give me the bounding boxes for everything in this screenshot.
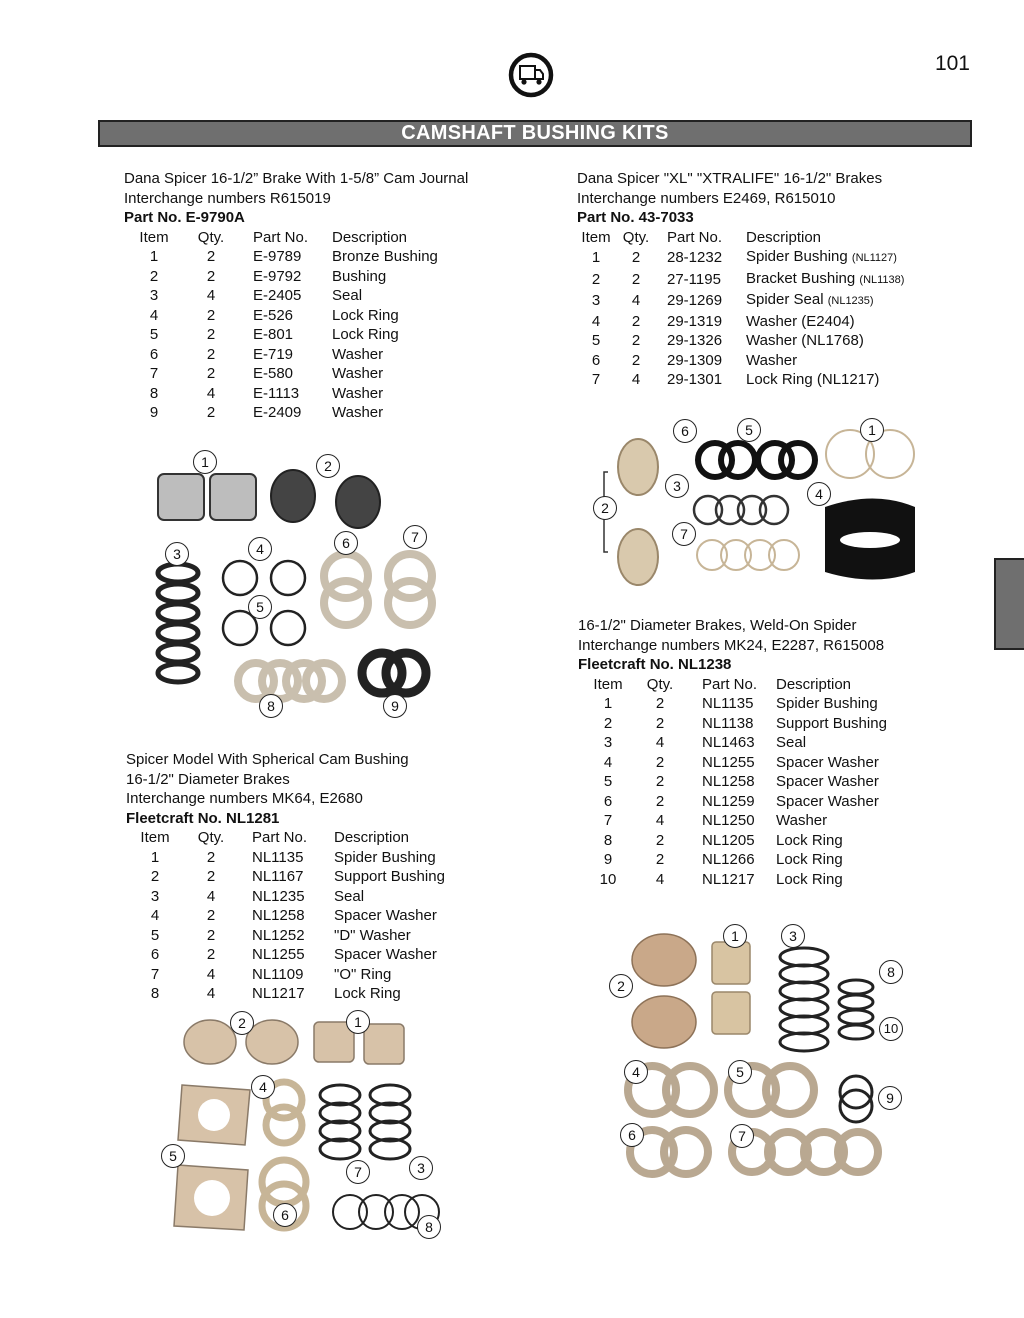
column-header-description: Description [332, 228, 408, 246]
item-cell: 4 [603, 753, 613, 771]
table-row [126, 965, 445, 985]
column-header-description: Description [334, 829, 410, 846]
part-no-cell: NL1217 [702, 870, 755, 888]
description-cell: Spacer Washer [776, 773, 879, 790]
item-cell: 1 [591, 249, 601, 266]
description-cell [746, 269, 904, 291]
callout-8: 8 [417, 1215, 441, 1239]
callout-9: 9 [383, 694, 407, 718]
qty-cell: 2 [655, 831, 665, 849]
qty-cell: 2 [631, 312, 641, 330]
kit-nl1281-section [126, 750, 445, 1004]
qty-cell: 4 [206, 287, 216, 304]
kit-nl1238-section [578, 616, 887, 889]
part-no-cell: NL1135 [252, 848, 304, 866]
table-row [577, 370, 904, 390]
qty-cell: 4 [631, 292, 641, 309]
qty-cell: 2 [631, 332, 641, 349]
callout-2: 2 [230, 1011, 254, 1035]
page-number: 101 [934, 52, 970, 75]
description-cell: Spacer Washer [334, 946, 437, 963]
qty-cell: 2 [206, 365, 216, 382]
column-header-item: Item [581, 228, 611, 246]
part-no-cell: 29-1301 [667, 371, 723, 388]
description-cell: Washer (NL1768) [746, 332, 864, 349]
part-no-cell: NL1266 [702, 851, 755, 868]
kit-interchange-line: Interchange numbers E2469, R615010 [577, 189, 836, 207]
qty-cell: 2 [631, 351, 641, 369]
callout-7: 7 [730, 1124, 754, 1148]
qty-cell: 2 [206, 306, 216, 324]
item-cell: 1 [603, 695, 613, 712]
callout-5: 5 [161, 1144, 185, 1168]
description-cell: Washer [332, 384, 384, 402]
item-cell: 10 [599, 870, 617, 888]
item-cell: 8 [150, 985, 160, 1002]
kit-interchange-line: Interchange numbers R615019 [124, 189, 331, 207]
description-cell: Spacer Washer [776, 753, 879, 771]
table-header-row [577, 228, 904, 248]
table-row [126, 926, 445, 946]
description-cell: Seal [776, 734, 807, 751]
part-no-cell: NL1109 [252, 965, 304, 983]
qty-cell: 2 [206, 248, 216, 265]
item-cell: 2 [149, 267, 159, 285]
callout-8: 8 [879, 960, 903, 984]
part-no-cell: E-9789 [253, 248, 302, 265]
table-row [124, 247, 438, 267]
table-row [578, 733, 887, 753]
parts-illustration [606, 922, 911, 1187]
column-header-qty: Qty. [622, 228, 650, 246]
table-row [126, 867, 445, 887]
part-no-cell: E-2409 [253, 404, 302, 421]
column-header-part-no: Part No. [667, 228, 723, 246]
parts-illustration [160, 1010, 450, 1245]
part-no-cell: 27-1195 [667, 270, 721, 288]
qty-cell: 2 [206, 404, 216, 421]
column-header-part-no: Part No. [253, 228, 309, 246]
qty-cell: 2 [655, 695, 665, 712]
item-cell: 7 [603, 812, 613, 829]
description-cell: "O" Ring [334, 965, 392, 983]
callout-2: 2 [609, 974, 633, 998]
item-cell: 6 [149, 345, 159, 363]
description-cell [746, 247, 904, 269]
callout-2: 2 [593, 496, 617, 520]
table-row [578, 850, 887, 870]
column-header-item: Item [593, 675, 623, 693]
item-cell: 1 [150, 848, 160, 866]
callout-2: 2 [316, 454, 340, 478]
item-cell: 4 [150, 907, 160, 924]
kit-43-7033-section [577, 169, 904, 390]
table-row [578, 792, 887, 812]
item-cell: 3 [591, 292, 601, 309]
item-cell: 3 [150, 887, 160, 905]
part-no-cell: E-719 [253, 345, 294, 363]
table-header-row [578, 675, 887, 695]
description-cell: Lock Ring [332, 326, 399, 343]
callout-1: 1 [346, 1010, 370, 1034]
callout-4: 4 [251, 1075, 275, 1099]
part-no-cell: NL1252 [252, 926, 305, 944]
qty-cell: 2 [206, 848, 216, 866]
item-cell: 8 [149, 384, 159, 402]
qty-cell: 2 [206, 907, 216, 924]
column-header-item: Item [139, 228, 169, 246]
column-header-qty: Qty. [646, 675, 674, 693]
callout-3: 3 [165, 542, 189, 566]
kit-title-line: Dana Spicer 16-1/2” Brake With 1-5/8” Cam Journal [124, 170, 469, 187]
callout-8: 8 [259, 694, 283, 718]
part-no-cell: E-580 [253, 365, 294, 382]
table-row [578, 694, 887, 714]
callout-5: 5 [248, 595, 272, 619]
table-row [578, 870, 887, 890]
part-no-cell: E-1113 [253, 384, 300, 402]
description-cell: Bronze Bushing [332, 248, 438, 265]
callout-7: 7 [672, 522, 696, 546]
part-no-cell: NL1258 [702, 773, 755, 790]
part-no-cell: E-526 [253, 306, 294, 324]
qty-cell: 4 [631, 371, 641, 388]
table-header-row [126, 828, 445, 848]
column-header-qty: Qty. [197, 228, 225, 246]
description-cell: Seal [332, 287, 363, 304]
column-header-qty: Qty. [197, 829, 225, 846]
part-no-cell: 29-1319 [667, 312, 723, 330]
callout-3: 3 [409, 1156, 433, 1180]
item-cell: 5 [591, 332, 601, 349]
part-no-cell: NL1205 [702, 831, 755, 849]
table-row [126, 984, 445, 1004]
callout-3: 3 [781, 924, 805, 948]
qty-cell: 2 [206, 345, 216, 363]
description-cell: Lock Ring [332, 306, 399, 324]
description-cell [746, 290, 904, 312]
qty-cell: 2 [206, 926, 216, 944]
description-cell: Support Bushing [334, 868, 445, 885]
item-cell: 6 [591, 351, 601, 369]
item-cell: 8 [603, 831, 613, 849]
table-row [124, 403, 438, 423]
qty-cell: 2 [655, 753, 665, 771]
part-no-cell: 28-1232 [667, 249, 723, 266]
column-header-part-no: Part No. [252, 829, 308, 846]
item-cell: 4 [591, 312, 601, 330]
description-cell: Washer [332, 404, 384, 421]
parts-illustration [148, 448, 448, 723]
part-no-cell: NL1255 [702, 753, 755, 771]
kit-title-line: Spicer Model With Spherical Cam Bushing [126, 751, 409, 768]
item-cell: 5 [603, 773, 613, 790]
truck-logo-icon [508, 52, 554, 98]
column-header-description: Description [746, 228, 822, 246]
description-cell: Spider Bushing [334, 848, 436, 866]
description-cell: "D" Washer [334, 926, 411, 944]
qty-cell: 2 [206, 946, 216, 963]
kit-diameter-line: 16-1/2" Diameter Brakes [126, 770, 290, 788]
description-cell: Spacer Washer [776, 792, 879, 810]
qty-cell: 4 [206, 985, 216, 1002]
callout-3: 3 [665, 474, 689, 498]
item-cell: 6 [150, 946, 160, 963]
item-cell: 7 [149, 365, 159, 382]
parts-table [578, 675, 887, 890]
callout-7: 7 [346, 1160, 370, 1184]
table-row [577, 290, 904, 312]
callout-4: 4 [624, 1060, 648, 1084]
item-cell: 1 [149, 248, 159, 265]
table-row [126, 887, 445, 907]
description-cell: Bushing [332, 267, 387, 285]
part-no-cell: E-801 [253, 326, 294, 343]
item-cell: 9 [149, 404, 159, 421]
item-cell: 5 [149, 326, 159, 343]
table-row [124, 267, 438, 287]
qty-cell: 2 [206, 868, 216, 885]
part-no-cell: NL1138 [702, 714, 754, 732]
kit-interchange-line: Interchange numbers MK24, E2287, R615008 [578, 636, 885, 654]
description-cell: Washer (E2404) [746, 312, 855, 330]
table-row [577, 331, 904, 351]
item-cell: 2 [591, 270, 601, 288]
table-row [577, 351, 904, 371]
table-row [578, 831, 887, 851]
description-text: Bracket Bushing [746, 269, 860, 287]
callout-6: 6 [273, 1203, 297, 1227]
qty-cell: 2 [655, 792, 665, 810]
description-cell: Lock Ring [776, 831, 843, 849]
description-cell: Washer [332, 365, 384, 382]
qty-cell: 2 [206, 267, 216, 285]
cross-reference: (NL1235) [827, 295, 874, 307]
part-no-cell: E-2405 [253, 287, 302, 304]
kit-part-number: Fleetcraft No. NL1281 [126, 809, 280, 827]
description-cell: Spacer Washer [334, 907, 437, 924]
side-index-tab [994, 558, 1024, 650]
column-header-part-no: Part No. [702, 675, 758, 693]
kit-title-line: 16-1/2" Diameter Brakes, Weld-On Spider [578, 617, 857, 634]
parts-table [126, 828, 445, 1004]
table-row [124, 345, 438, 365]
qty-cell: 4 [206, 965, 216, 983]
part-no-cell: NL1258 [252, 907, 305, 924]
kit-43-7033-photo [590, 412, 925, 597]
part-no-cell: NL1135 [702, 695, 754, 712]
table-header-row [124, 228, 438, 248]
part-no-cell: NL1255 [252, 946, 305, 963]
kit-interchange-line: Interchange numbers MK64, E2680 [126, 790, 363, 807]
kit-title-line: Dana Spicer "XL" "XTRALIFE" 16-1/2" Brakes [577, 170, 883, 187]
item-cell: 6 [603, 792, 613, 810]
callout-5: 5 [737, 418, 761, 442]
parts-table [124, 228, 438, 423]
table-row [577, 312, 904, 332]
qty-cell: 4 [206, 887, 216, 905]
table-row [578, 753, 887, 773]
part-no-cell: 29-1326 [667, 332, 723, 349]
part-no-cell: E-9792 [253, 267, 302, 285]
item-cell: 2 [603, 714, 613, 732]
section-banner: CAMSHAFT BUSHING KITS [98, 120, 972, 147]
callout-1: 1 [193, 450, 217, 474]
table-row [126, 848, 445, 868]
callout-9: 9 [878, 1086, 902, 1110]
callout-10: 10 [879, 1017, 903, 1041]
qty-cell: 2 [655, 714, 665, 732]
item-cell: 7 [591, 371, 601, 388]
description-cell: Washer [332, 345, 384, 363]
part-no-cell: NL1259 [702, 792, 755, 810]
callout-1: 1 [723, 924, 747, 948]
callout-7: 7 [403, 525, 427, 549]
description-text: Spider Seal [746, 291, 828, 308]
column-header-description: Description [776, 675, 852, 693]
kit-part-number: Fleetcraft No. NL1238 [578, 656, 732, 673]
table-row [124, 286, 438, 306]
kit-e9790a-section [124, 169, 468, 423]
table-row [124, 364, 438, 384]
part-no-cell: NL1217 [252, 985, 305, 1002]
qty-cell: 2 [655, 773, 665, 790]
table-row [126, 945, 445, 965]
qty-cell: 4 [655, 870, 665, 888]
callout-5: 5 [728, 1060, 752, 1084]
table-row [126, 906, 445, 926]
part-no-cell: NL1235 [252, 887, 305, 905]
item-cell: 3 [603, 734, 613, 751]
item-cell: 2 [150, 868, 160, 885]
callout-4: 4 [807, 482, 831, 506]
item-cell: 7 [150, 965, 160, 983]
table-row [578, 811, 887, 831]
description-cell: Lock Ring [776, 851, 843, 868]
qty-cell: 2 [655, 851, 665, 868]
description-cell: Seal [334, 887, 365, 905]
column-header-item: Item [140, 829, 170, 846]
description-text: Spider Bushing [746, 248, 852, 265]
kit-part-number: Part No. 43-7033 [577, 209, 694, 226]
callout-6: 6 [673, 419, 697, 443]
item-cell: 3 [149, 287, 159, 304]
description-cell: Washer [746, 351, 798, 369]
qty-cell: 2 [631, 270, 641, 288]
table-row [577, 269, 904, 291]
item-cell: 4 [149, 306, 159, 324]
description-cell: Spider Bushing [776, 695, 878, 712]
kit-part-number: Part No. E-9790A [124, 209, 245, 226]
description-cell: Lock Ring (NL1217) [746, 371, 880, 388]
part-no-cell: NL1167 [252, 868, 304, 885]
callout-4: 4 [248, 537, 272, 561]
description-cell: Lock Ring [334, 985, 401, 1002]
qty-cell: 4 [655, 734, 665, 751]
table-row [124, 306, 438, 326]
part-no-cell: 29-1269 [667, 292, 723, 309]
description-cell: Washer [776, 812, 828, 829]
callout-1: 1 [860, 418, 884, 442]
table-row [577, 247, 904, 269]
item-cell: 9 [603, 851, 613, 868]
kit-nl1281-photo [160, 1010, 450, 1245]
qty-cell: 2 [631, 249, 641, 266]
description-cell: Lock Ring [776, 870, 843, 888]
part-no-cell: NL1463 [702, 734, 755, 751]
qty-cell: 4 [655, 812, 665, 829]
table-row [124, 384, 438, 404]
cross-reference: (NL1138) [859, 273, 905, 286]
kit-e9790a-photo [148, 448, 448, 723]
table-row [578, 714, 887, 734]
description-cell: Support Bushing [776, 714, 887, 732]
kit-nl1238-photo [606, 922, 911, 1187]
callout-6: 6 [334, 531, 358, 555]
qty-cell: 4 [206, 384, 216, 402]
part-no-cell: NL1250 [702, 812, 755, 829]
cross-reference: (NL1127) [851, 252, 897, 264]
table-row [578, 772, 887, 792]
table-row [124, 325, 438, 345]
parts-table [577, 228, 904, 390]
callout-6: 6 [620, 1123, 644, 1147]
part-no-cell: 29-1309 [667, 351, 723, 369]
qty-cell: 2 [206, 326, 216, 343]
item-cell: 5 [150, 926, 160, 944]
